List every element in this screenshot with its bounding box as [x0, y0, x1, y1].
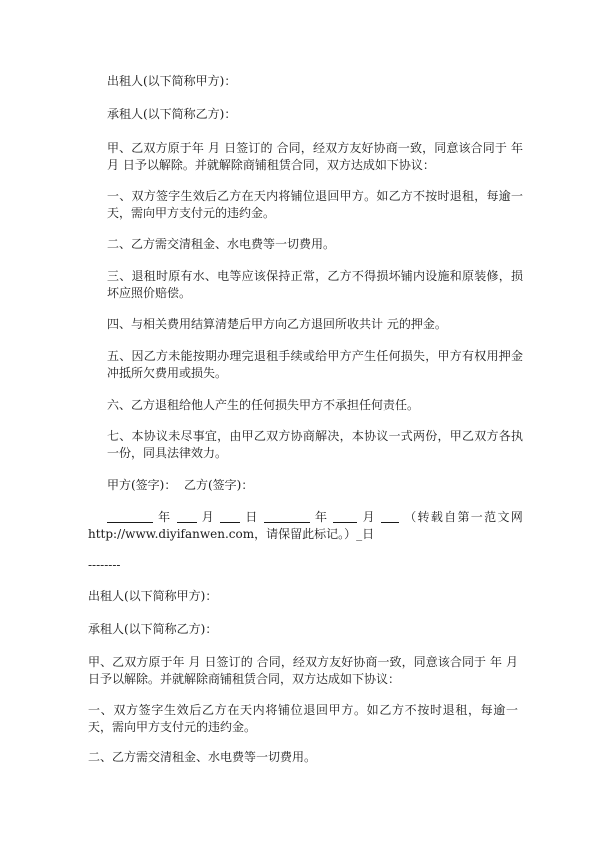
month-label-1: 月 — [201, 510, 216, 524]
intro-paragraph: 甲、乙双方原于年 月 日签订的 合同，经双方友好协商一致，同意该合同于 年 月 日予以解除。并就解除商铺租赁合同，双方达成如下协议： — [107, 141, 523, 172]
clause-3: 三、退租时原有水、电等应该保持正常，乙方不得损坏铺内设施和原装修，损坏应照价赔偿。 — [107, 269, 523, 300]
blank-month-1 — [177, 510, 197, 523]
lessor-line: 出租人(以下简称甲方)： — [107, 74, 237, 88]
clause-6: 六、乙方退租给他人产生的任何损失甲方不承担任何责任。 — [107, 398, 420, 412]
lessee-line-2: 承租人(以下简称乙方)： — [88, 622, 218, 636]
source-line — [88, 526, 518, 543]
clause-2-second: 二、乙方需交清租金、水电费等一切费用。 — [88, 750, 317, 764]
blank-day-1 — [220, 510, 240, 523]
blank-year-2 — [264, 510, 310, 523]
source-note: ，请保留此标记。）_日 — [254, 527, 375, 541]
date-line — [107, 509, 523, 526]
clause-4: 四、与相关费用结算清楚后甲方向乙方退回所收共计 元的押金。 — [107, 317, 447, 331]
clause-7: 七、本协议未尽事宜，由甲乙双方协商解决，本协议一式两份，甲乙双方各执一份，同具法律效力。 — [107, 429, 523, 460]
blank-year-1 — [107, 510, 153, 523]
clause-2: 二、乙方需交清租金、水电费等一切费用。 — [107, 237, 336, 251]
month-label-2: 月 — [362, 510, 376, 524]
blank-day-2 — [381, 510, 399, 523]
blank-month-2 — [333, 510, 357, 523]
year-label-1: 年 — [158, 510, 172, 524]
clause-1: 一、双方签字生效后乙方在天内将铺位退回甲方。如乙方不按时退租，每逾一天，需向甲方支付元的违约金。 — [107, 189, 523, 220]
year-label-2: 年 — [314, 510, 329, 524]
source-text: （转载自第一范文网 — [404, 510, 523, 524]
clause-5: 五、因乙方未能按期办理完退租手续或给甲方产生任何损失，甲方有权用押金冲抵所欠费用或损失。 — [107, 349, 523, 380]
intro-paragraph-2: 甲、乙双方原于年 月 日签订的 合同，经双方友好协商一致，同意该合同于 年 月 日予以解除。并就解除商铺租赁合同，双方达成如下协议： — [88, 655, 518, 686]
day-label-1: 日 — [245, 510, 259, 524]
lessor-line-2: 出租人(以下简称甲方)： — [88, 589, 218, 603]
clause-1-second: 一、双方签字生效后乙方在天内将铺位退回甲方。如乙方不按时退租，每逾一天，需向甲方支付元的违约金。 — [88, 703, 518, 734]
lessee-line: 承租人(以下简称乙方)： — [107, 107, 237, 121]
source-url: http://www.diyifanwen.com — [88, 527, 255, 541]
signature-line: 甲方(签字)： 乙方(签字)： — [107, 478, 254, 492]
separator: -------- — [88, 558, 121, 572]
